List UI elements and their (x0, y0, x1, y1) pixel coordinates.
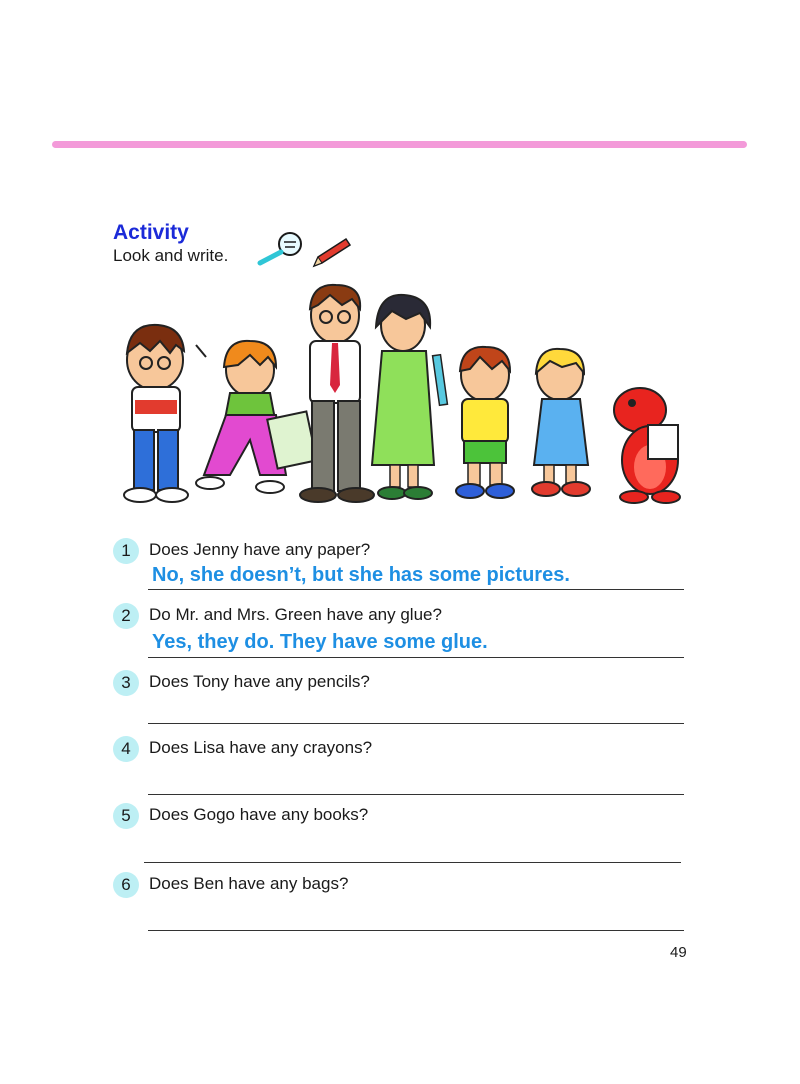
children-and-teachers-illustration (110, 275, 700, 510)
mr-green-teacher-figure (300, 285, 374, 502)
answer-line[interactable] (144, 862, 681, 863)
girl-in-blue-dress-figure (532, 349, 590, 496)
activity-tools (254, 230, 354, 270)
girl-in-pink-overalls-figure (196, 341, 317, 493)
question-text: Does Lisa have any crayons? (149, 738, 373, 757)
question-text: Does Gogo have any books? (149, 805, 369, 824)
answer-line[interactable] (148, 723, 684, 724)
answer-line[interactable] (148, 589, 684, 590)
answer-text: Yes, they do. They have some glue. (152, 631, 488, 653)
answer-text: No, she doesn’t, but she has some pictures. (152, 564, 570, 586)
mrs-green-teacher-figure (372, 295, 434, 499)
magnifying-glass-icon (260, 233, 301, 263)
answer-line[interactable] (148, 930, 684, 931)
question-number-badge: 6 (113, 872, 139, 898)
question-text: Does Jenny have any paper? (149, 540, 371, 559)
decorative-pink-rule (52, 141, 747, 148)
boy-in-yellow-shirt-figure (433, 347, 514, 498)
question-text: Does Ben have any bags? (149, 874, 349, 893)
question-text: Does Tony have any pencils? (149, 672, 370, 691)
answer-line[interactable] (148, 657, 684, 658)
question-number-badge: 4 (113, 736, 139, 762)
page-number: 49 (670, 944, 687, 961)
question-number-badge: 1 (113, 538, 139, 564)
activity-instruction: Look and write. (113, 246, 229, 265)
question-number-badge: 2 (113, 603, 139, 629)
red-dinosaur-gogo-figure (614, 388, 680, 503)
activity-heading: Activity (113, 221, 189, 244)
question-text: Do Mr. and Mrs. Green have any glue? (149, 605, 442, 624)
pencil-icon (314, 239, 350, 266)
question-number-badge: 3 (113, 670, 139, 696)
answer-line[interactable] (148, 794, 684, 795)
question-number-badge: 5 (113, 803, 139, 829)
boy-with-glasses-figure (124, 325, 188, 502)
